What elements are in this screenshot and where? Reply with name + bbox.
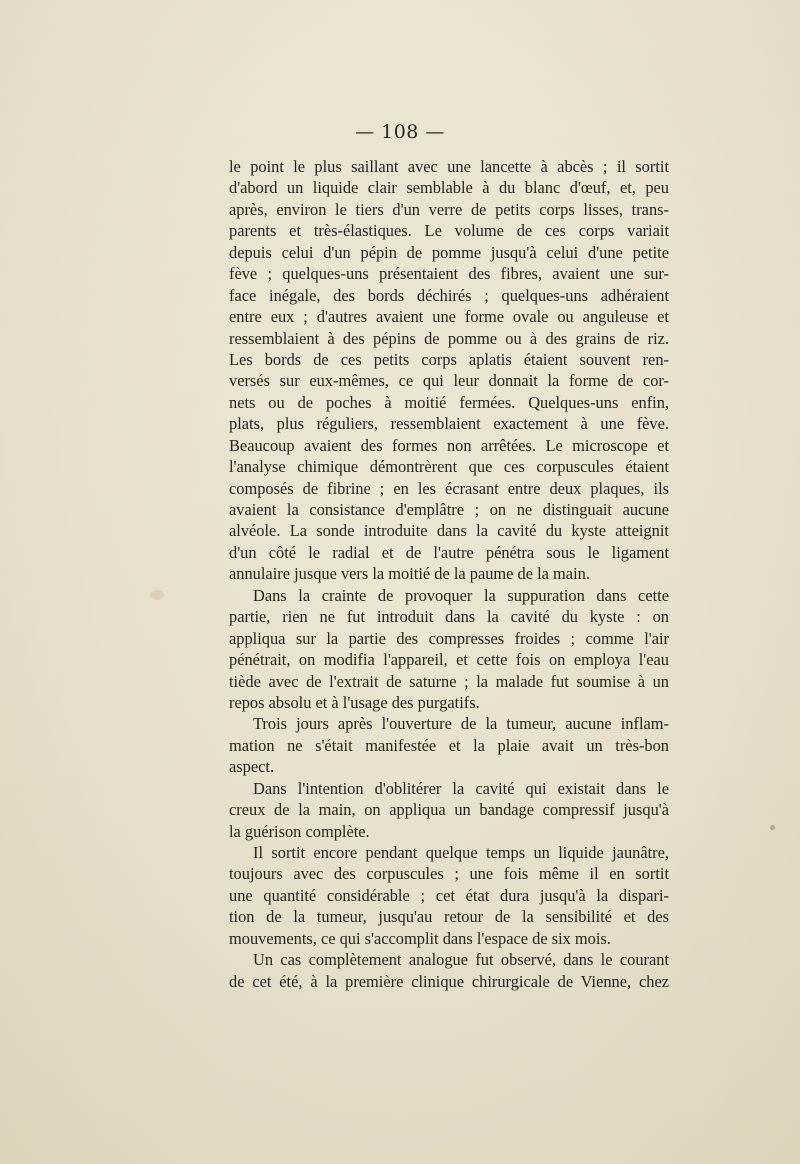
text-line: toujours avec des corpuscules ; une fois même il en sortit (229, 864, 669, 884)
text-line: de cet été, à la première clinique chirurgicale de Vienne, chez (229, 971, 669, 991)
text-line: Trois jours après l'ouverture de la tumeur, aucune inflam- (253, 714, 669, 734)
text-line: face inégale, des bords déchirés ; quelques-uns adhéraient (229, 285, 669, 305)
text-line: entre eux ; d'autres avaient une forme ovale ou anguleuse et (229, 307, 669, 327)
text-line: parents et très-élastiques. Le volume de ces corps variait (229, 221, 669, 241)
body-text (229, 156, 669, 992)
paper-stain (770, 825, 775, 830)
text-line: partie, rien ne fut introduit dans la cavité du kyste : on (229, 607, 669, 627)
page-number: — 108 — (355, 121, 445, 143)
text-line: creux de la main, on appliqua un bandage compressif jusqu'à (229, 800, 669, 820)
text-line: depuis celui d'un pépin de pomme jusqu'à celui d'une petite (229, 242, 669, 262)
text-line: l'analyse chimique démontrèrent que ces corpuscules étaient (229, 457, 669, 477)
text-line: une quantité considérable ; cet état dura jusqu'à la dispari- (229, 885, 669, 905)
text-line: tiède avec de l'extrait de saturne ; la malade fut soumise à un (229, 671, 669, 691)
paper-stain (150, 590, 164, 600)
text-line: appliqua sur la partie des compresses froides ; comme l'air (229, 628, 669, 648)
text-line: nets ou de poches à moitié fermées. Quelques-uns enfin, (229, 392, 669, 412)
text-line: la guérison complète. (229, 821, 370, 841)
text-line: repos absolu et à l'usage des purgatifs. (229, 692, 480, 712)
text-line: pénétrait, on modifia l'appareil, et cette fois on employa l'eau (229, 650, 669, 670)
text-line: Dans la crainte de provoquer la suppuration dans cette (253, 585, 669, 605)
text-line: d'un côté le radial et de l'autre pénétra sous le ligament (229, 542, 669, 562)
text-line: Un cas complètement analogue fut observé, dans le courant (253, 950, 669, 970)
text-line: après, environ le tiers d'un verre de petits corps lisses, trans- (229, 199, 669, 219)
text-line: annulaire jusque vers la moitié de la paume de la main. (229, 564, 590, 584)
text-line: fève ; quelques-uns présentaient des fibres, avaient une sur- (229, 264, 669, 284)
text-line: versés sur eux-mêmes, ce qui leur donnait la forme de cor- (229, 371, 669, 391)
text-line: Dans l'intention d'oblitérer la cavité qui existait dans le (253, 778, 669, 798)
text-line: composés de fibrine ; en les écrasant entre deux plaques, ils (229, 478, 669, 498)
text-line: mation ne s'était manifestée et la plaie avait un très-bon (229, 735, 669, 755)
text-line: d'abord un liquide clair semblable à du blanc d'œuf, et, peu (229, 178, 669, 198)
text-line: alvéole. La sonde introduite dans la cavité du kyste atteignit (229, 521, 669, 541)
text-line: Il sortit encore pendant quelque temps un liquide jaunâtre, (253, 843, 669, 862)
text-line: Les bords de ces petits corps aplatis étaient souvent ren- (229, 349, 669, 369)
text-line: Beaucoup avaient des formes non arrêtées. Le microscope et (229, 435, 669, 455)
text-line: le point le plus saillant avec une lancette à abcès ; il sortit (229, 157, 669, 176)
text-line: ressemblaient à des pépins de pomme ou à des grains de riz. (229, 328, 669, 348)
text-line: mouvements, ce qui s'accomplit dans l'espace de six mois. (229, 928, 611, 948)
text-line: aspect. (229, 757, 275, 777)
text-line: plats, plus réguliers, ressemblaient exactement à une fève. (229, 414, 669, 434)
text-line: avaient la consistance d'emplâtre ; on ne distinguait aucune (229, 500, 669, 519)
text-line: tion de la tumeur, jusqu'au retour de la sensibilité et des (229, 907, 669, 927)
